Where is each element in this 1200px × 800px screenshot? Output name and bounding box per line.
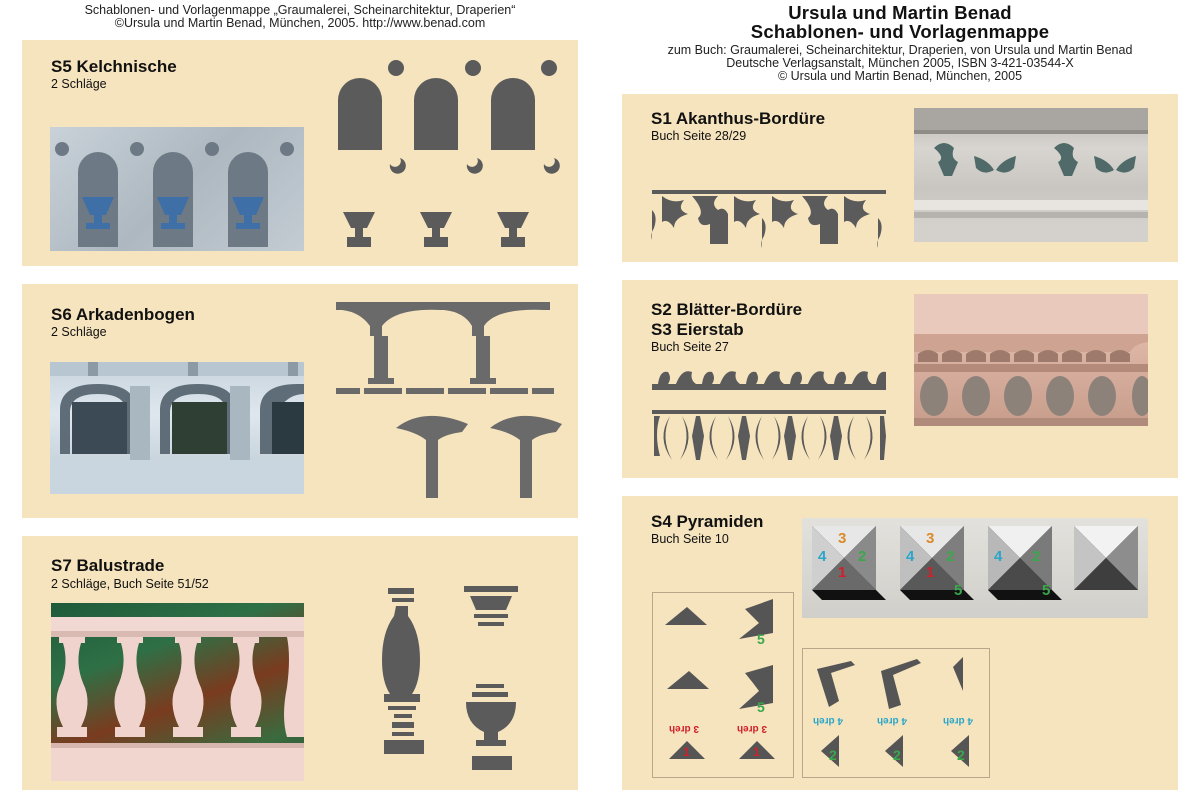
arcade-photo-art [50, 362, 304, 494]
header-authors: Ursula und Martin Benad [788, 2, 1012, 23]
stencil2-rotate-b: 4 dreh [877, 715, 908, 726]
pyr2-num1: 1 [926, 564, 935, 581]
panel-s1-subtitle: Buch Seite 28/29 [651, 129, 747, 143]
header-title: Schablonen- und Vorlagenmappe [750, 21, 1050, 42]
pyramid-stencil-box-1 [652, 592, 794, 778]
pyramid-stencil-1-art [653, 593, 793, 777]
panel-s6-subtitle: 2 Schläge [51, 325, 107, 339]
panel-s5 [22, 40, 578, 266]
balustrade-photo [51, 603, 304, 781]
acanthus-photo-art [914, 108, 1148, 242]
pyr2-num3: 3 [926, 530, 935, 547]
pyr1-num3: 3 [838, 530, 847, 547]
panel-s1-title: S1 Akanthus-Bordüre [651, 109, 826, 128]
panel-s3-title: S3 Eierstab [651, 320, 744, 339]
balustrade-photo-art [51, 603, 304, 781]
pyr2-num4: 4 [906, 548, 915, 565]
panel-s4-title: S4 Pyramiden [651, 512, 764, 531]
stencil1-rotate-a: 3 dreh [669, 723, 700, 734]
arcade-stencil [336, 302, 576, 498]
panel-s7 [22, 536, 578, 790]
stencil2-num2c: 2 [957, 747, 965, 763]
panel-s2-s3-subtitle: Buch Seite 27 [651, 340, 729, 354]
panel-s5-subtitle: 2 Schläge [51, 77, 107, 91]
panel-s5-title: S5 Kelchnische [51, 57, 177, 76]
pyr1-num1: 1 [838, 564, 847, 581]
stencil2-rotate-c: 4 dreh [943, 715, 974, 726]
header-left-line1: Schablonen- und Vorlagenmappe „Graumalerei, Scheinarchitektur, Draperien“ [84, 3, 516, 17]
pyr3-num4: 4 [994, 548, 1003, 565]
pyr1-num4: 4 [818, 548, 827, 565]
egg-and-dart-photo [914, 294, 1148, 426]
stencil2-rotate-a: 4 dreh [813, 715, 844, 726]
header-left-line2: ©Ursula und Martin Benad, München, 2005. http://www.benad.com [114, 16, 486, 30]
acanthus-stencil [652, 190, 886, 246]
panel-s4 [622, 496, 1178, 790]
header-book-line: zum Buch: Graumalerei, Scheinarchitektur, Draperien, von Ursula und Martin Benad [667, 43, 1133, 57]
acanthus-photo [914, 108, 1148, 242]
header-publisher-line: Deutsche Verlagsanstalt, München 2005, ISBN 3-421-03544-X [726, 56, 1074, 70]
pyramid-photo [802, 518, 1148, 618]
pyr3-num5: 5 [1042, 582, 1051, 599]
header-right [600, 3, 1200, 83]
pyr2-num2: 2 [946, 548, 955, 565]
header-copyright-line: © Ursula und Martin Benad, München, 2005 [777, 69, 1023, 83]
panel-s6-title: S6 Arkadenbogen [51, 305, 195, 324]
panel-s4-subtitle: Buch Seite 10 [651, 532, 729, 546]
egg-and-dart-photo-art [914, 294, 1148, 426]
leaf-border-stencil [652, 368, 886, 390]
stencil1-num1b: 1 [753, 745, 760, 759]
pyr3-num2: 2 [1032, 548, 1041, 565]
panel-s2-title: S2 Blätter-Bordüre [651, 300, 803, 319]
stencil1-num5b: 5 [757, 699, 765, 715]
stencil1-rotate-b: 3 dreh [737, 723, 768, 734]
stencil2-num2a: 2 [829, 747, 837, 763]
egg-and-dart-stencil [652, 410, 886, 466]
stencil1-num1a: 1 [683, 745, 690, 759]
balustrade-stencil [378, 586, 558, 776]
niche-photo [50, 127, 304, 251]
pyr2-num5: 5 [954, 582, 963, 599]
pyr1-num2: 2 [858, 548, 867, 565]
panel-s7-title: S7 Balustrade [51, 556, 165, 575]
arcade-photo [50, 362, 304, 494]
stencil2-num2b: 2 [893, 747, 901, 763]
niche-stencil [332, 60, 562, 260]
panel-s6 [22, 284, 578, 518]
panel-s7-subtitle: 2 Schläge, Buch Seite 51/52 [51, 577, 209, 591]
pyramid-photo-art [802, 518, 1148, 618]
stencil1-num5a: 5 [757, 631, 765, 647]
header-left [0, 4, 600, 30]
panel-s2-s3 [622, 280, 1178, 478]
pyramid-stencil-box-2 [802, 648, 990, 778]
panel-s1 [622, 94, 1178, 262]
niche-photo-art [50, 127, 304, 251]
